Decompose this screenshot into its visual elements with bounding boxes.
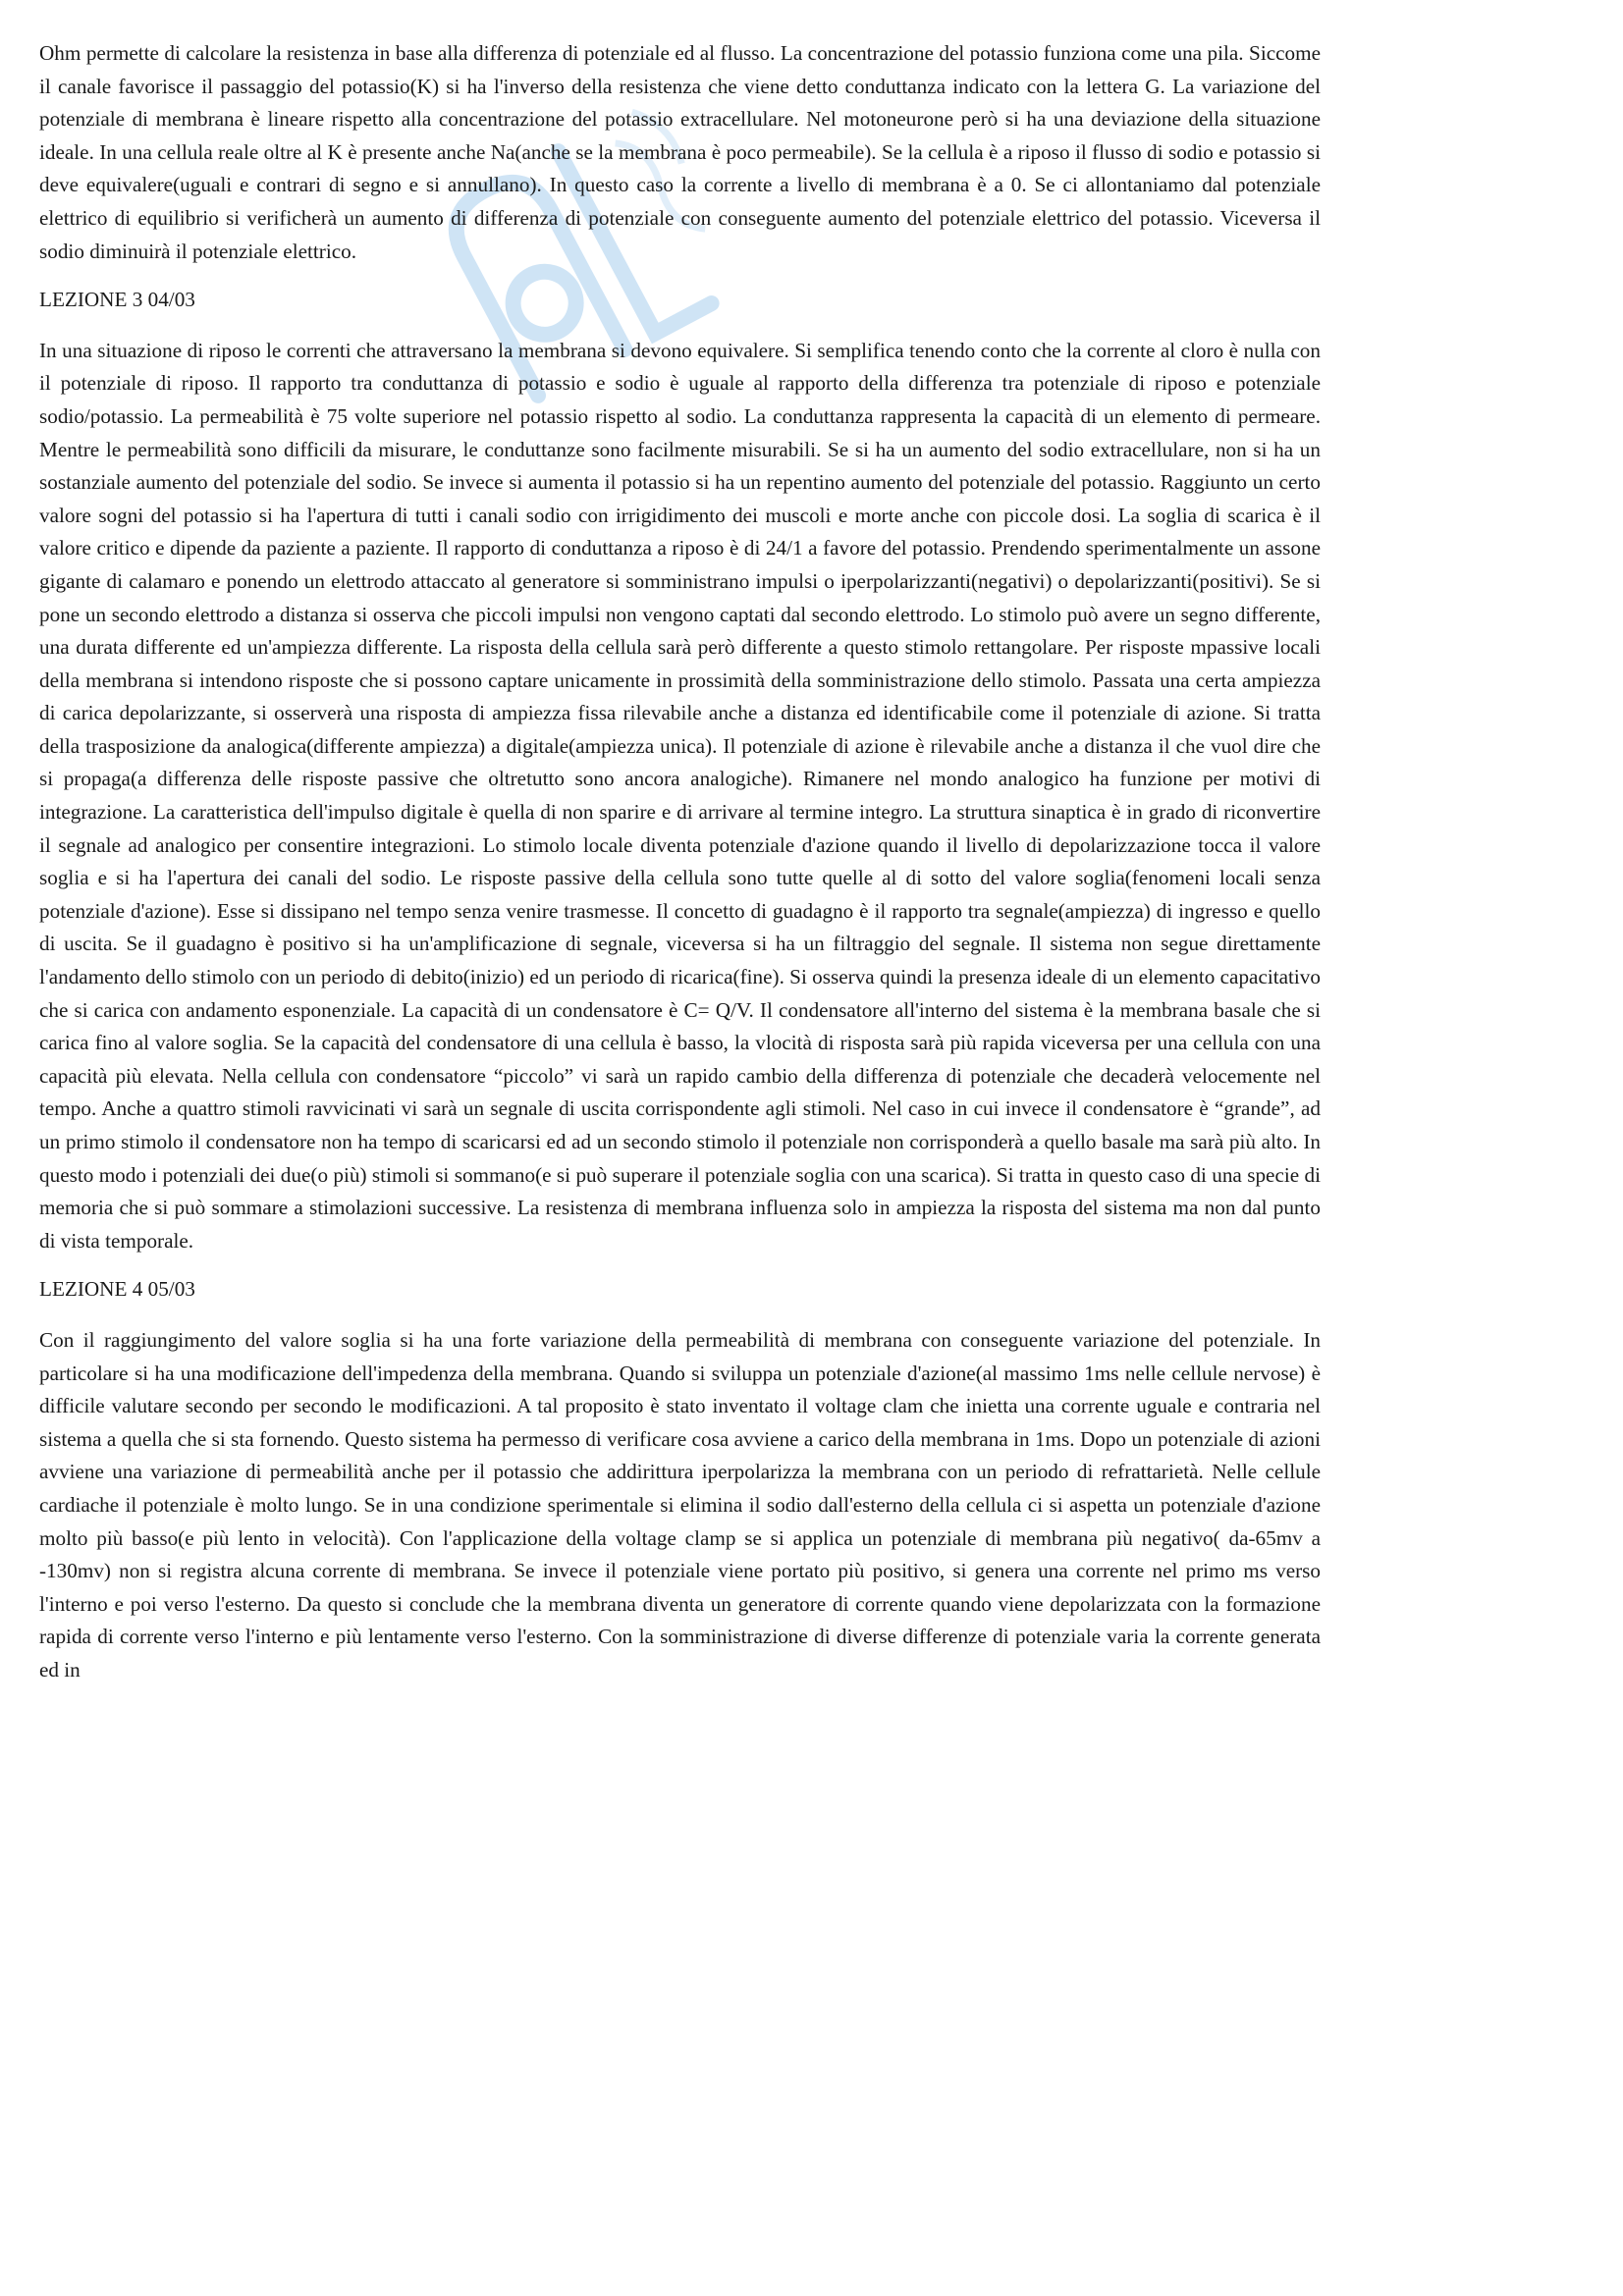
body-paragraph: Ohm permette di calcolare la resistenza in base alla differenza di potenziale ed al flusso. La concentrazione del potassio funziona come una pila. Siccome il canale favorisce il passaggio del potassio(K) si ha l'inverso della resistenza che viene detto conduttanza indicato con la lettera G. La variazione del potenziale di membrana è lineare rispetto alla concentrazione del potassio extracellulare. Nel motoneurone però si ha una deviazione della situazione ideale. In una cellula reale oltre al K è presente anche Na(anche se la membrana è poco permeabile). Se la cellula è a riposo il flusso di sodio e potassio si deve equivalere(uguali e contrari di segno e si annullano). In questo caso la corrente a livello di membrana è a 0. Se ci allontaniamo dal potenziale elettrico di equilibrio si verificherà un aumento di differenza di potenziale con conseguente aumento del potenziale elettrico del potassio. Viceversa il sodio diminuirà il potenziale elettrico. <box>39 41 1321 263</box>
body-paragraph: Con il raggiungimento del valore soglia si ha una forte variazione della permeabilità di membrana con conseguente variazione del potenziale. In particolare si ha una modificazione dell'impedenza della membrana. Quando si sviluppa un potenziale d'azione(al massimo 1ms nelle cellule nervose) è difficile valutare secondo per secondo le modificazioni. A tal proposito è stato inventato il voltage clam che inietta una corrente uguale e contraria nel sistema a quella che si sta fornendo. Questo sistema ha permesso di verificare cosa avviene a carico della membrana in 1ms. Dopo un potenziale di azioni avviene una variazione di permeabilità anche per il potassio che addirittura iperpolarizza la membrana con un periodo di refrattarietà. Nelle cellule cardiache il potenziale è molto lungo. Se in una condizione sperimentale si elimina il sodio dall'esterno della cellula ci si aspetta un potenziale d'azione molto più basso(e più lento in velocità). Con l'applicazione della voltage clamp se si applica un potenziale di membrana più negativo( da-65mv a -130mv) non si registra alcuna corrente di membrana. Se invece il potenziale viene portato più positivo, si genera una corrente nel primo ms verso l'interno e poi verso l'esterno. Da questo si conclude che la membrana diventa un generatore di corrente quando viene depolarizzata con la formazione rapida di corrente verso l'interno e più lentamente verso l'esterno. Con la somministrazione di diverse differenze di potenziale varia la corrente generata ed in <box>39 1327 1321 1682</box>
body-paragraph: In una situazione di riposo le correnti che attraversano la membrana si devono equivalere. Si semplifica tenendo conto che la corrente al cloro è nulla con il potenziale di riposo. Il rapporto tra conduttanza di potassio e sodio è uguale al rapporto della differenza tra potenziale di riposo e potenziale sodio/potassio. La permeabilità è 75 volte superiore nel potassio rispetto al sodio. La conduttanza rappresenta la capacità di un elemento di permeare. Mentre le permeabilità sono difficili da misurare, le conduttanze sono facilmente misurabili. Se si ha un aumento del sodio extracellulare, non si ha un sostanziale aumento del potenziale del sodio. Se invece si aumenta il potassio si ha un repentino aumento del potenziale del potassio. Raggiunto un certo valore sogni del potassio si ha l'apertura di tutti i canali sodio con irrigidimento dei muscoli e morte anche con piccole dosi. La soglia di scarica è il valore critico e dipende da paziente a paziente. Il rapporto di conduttanza a riposo è di 24/1 a favore del potassio. Prendendo sperimentalmente un assone gigante di calamaro e ponendo un elettrodo attaccato al generatore si somministrano impulsi o iperpolarizzanti(negativi) o depolarizzanti(positivi). Se si pone un secondo elettrodo a distanza si osserva che piccoli impulsi non vengono captati dal secondo elettrodo. Lo stimolo può avere un segno differente, una durata differente ed un'ampiezza differente. La risposta della cellula sarà però differente a questo stimolo rettangolare. Per risposte mpassive locali della membrana si intendono risposte che si possono captare unicamente in prossimità della somministrazione dello stimolo. Passata una certa ampiezza di carica depolarizzante, si osserverà una risposta di ampiezza fissa rilevabile anche a distanza ed identificabile come il potenziale di azione. Si tratta della trasposizione da analogica(differente ampiezza) a digitale(ampiezza unica). Il potenziale di azione è rilevabile anche a distanza il che vuol dire che si propaga(a differenza delle risposte passive che oltretutto sono ancora analogiche). Rimanere nel mondo analogico ha funzione per motivi di integrazione. La caratteristica dell'impulso digitale è quella di non sparire e di arrivare al termine integro. La struttura sinaptica è in grado di riconvertire il segnale ad analogico per consentire integrazioni. Lo stimolo locale diventa potenziale d'azione quando il livello di depolarizzazione tocca il valore soglia e si ha l'apertura dei canali del sodio. Le risposte passive della cellula sono tutte quelle al di sotto del valore soglia(fenomeni locali senza potenziale d'azione). Esse si dissipano nel tempo senza venire trasmesse. Il concetto di guadagno è il rapporto tra segnale(ampiezza) di ingresso e quello di uscita. Se il guadagno è positivo si ha un'amplificazione di segnale, viceversa si ha un filtraggio del segnale. Il sistema non segue direttamente l'andamento dello stimolo con un periodo di debito(inizio) ed un periodo di ricarica(fine). Si osserva quindi la presenza ideale di un elemento capacitativo che si carica con andamento esponenziale. La capacità di un condensatore è C= Q/V. Il condensatore all'interno del sistema è la membrana basale che si carica fino al valore soglia. Se la capacità del condensatore di una cellula è basso, la vlocità di risposta sarà più rapida viceversa per una cellula con una capacità più elevata. Nella cellula con condensatore “piccolo” vi sarà un rapido cambio della differenza di potenziale che decaderà velocemente nel tempo. Anche a quattro stimoli ravvicinati vi sarà un segnale di uscita corrispondente agli stimoli. Nel caso in cui invece il condensatore è “grande”, ad un primo stimolo il condensatore non ha tempo di scaricarsi ed ad un secondo stimolo il potenziale non corrisponderà a quello basale ma sarà più alto. In questo modo i potenziali dei due(o più) stimoli si sommano(e si può superare il potenziale soglia con una scarica). Si tratta in questo caso di una specie di memoria che si può sommare a stimolazioni successive. La resistenza di membrana influenza solo in ampiezza la risposta del sistema ma non dal punto di vista temporale. <box>39 338 1321 1253</box>
section-heading: LEZIONE 4 05/03 <box>39 1277 195 1302</box>
section-heading: LEZIONE 3 04/03 <box>39 288 195 312</box>
document-page <box>39 37 1321 1687</box>
